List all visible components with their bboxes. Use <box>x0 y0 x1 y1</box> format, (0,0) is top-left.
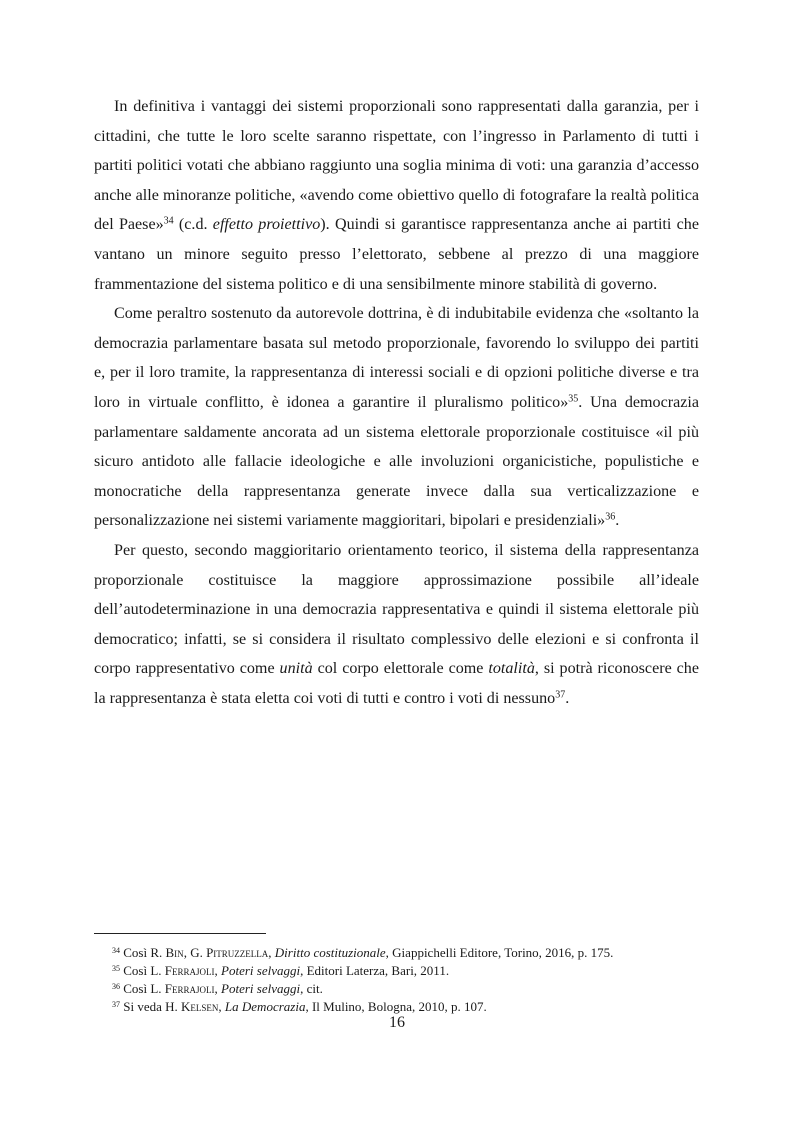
paragraph-2-text-b: . Una democrazia parlamentare saldamente ancorata ad un sistema elettorale proporzionale costituisce «il più sicuro antidoto alle fallacie ideologiche e alle involuzioni organicistiche, populistiche e monocratiche della rappresentanza generate invece dalla sua verticalizzazione e personalizzazione nei sistemi variamente maggioritari, bipolari e presidenziali» <box>94 393 700 530</box>
page-number: 16 <box>389 1014 405 1031</box>
footnote-title: Poteri selvaggi <box>221 981 301 996</box>
body-text <box>94 92 699 713</box>
footnote-title: Poteri selvaggi <box>221 963 301 978</box>
footnote-text: , <box>214 963 222 978</box>
footnote-text: Così R. <box>120 945 166 960</box>
paragraph-2-text-c: . <box>615 512 620 530</box>
footnote-number: 34 <box>112 946 120 955</box>
footnote-text: , Il Mulino, Bologna, 2010, p. 107. <box>305 999 487 1014</box>
footnote-text: Si veda H. <box>120 999 182 1014</box>
paragraph-3-text-b: col corpo elettorale come <box>312 660 489 678</box>
footnote-text: , cit. <box>300 981 323 996</box>
footnote-title: La Democrazia <box>224 999 306 1014</box>
footnote-text: , <box>218 999 225 1014</box>
footnote-text: , <box>268 945 275 960</box>
paragraph-1 <box>94 92 699 299</box>
paragraph-1-text-a: In definitiva i vantaggi dei sistemi proporzionali sono rappresentati dalla garanzia, per i cittadini, che tutte le loro scelte saranno rispettate, con l’ingresso in Parlamento di tutti i partiti politici votati che abbiano raggiunto una soglia minima di voti: una garanzia d’accesso anche alle minoranze politiche, «avendo come obiettivo quello di fotografare la realtà politica del Paese» <box>94 98 699 234</box>
footnote-34 <box>112 944 702 962</box>
paragraph-3-text-d: . <box>565 689 570 707</box>
footnote-separator <box>94 933 266 934</box>
paragraph-3-text-c: , si potrà riconoscere che la rappresentanza è stata eletta coi voti di tutti e contro i voti di nessuno <box>94 660 699 707</box>
footnote-author: Bin <box>165 945 184 960</box>
footnote-ref-36[interactable]: 36 <box>605 511 616 523</box>
footnote-author: Pitruzzella <box>206 945 269 960</box>
paragraph-1-emphasis: effetto proiettivo <box>212 216 321 234</box>
footnote-author: Ferrajoli <box>164 963 215 978</box>
paragraph-3-emphasis-totalita: totalità <box>488 660 535 678</box>
paragraph-1-text-b: (c.d. <box>173 216 213 234</box>
footnote-text: , Editori Laterza, Bari, 2011. <box>300 963 450 978</box>
paragraph-2 <box>94 299 699 536</box>
paragraph-3-text-a: Per questo, secondo maggioritario orientamento teorico, il sistema della rappresentanza proporzionale costituisce la maggiore approssimazione possibile all’ideale dell’autodeterminazione in una democrazia rappresentativa e quindi il sistema elettorale più democratico; infatti, se si considera il risultato complessivo delle elezioni e si confronta il corpo rappresentativo come <box>94 541 699 678</box>
footnote-number: 37 <box>112 1000 120 1009</box>
footnote-author: Ferrajoli <box>164 981 215 996</box>
footnote-ref-35[interactable]: 35 <box>568 393 579 405</box>
footnote-text: , Giappichelli Editore, Torino, 2016, p. 175. <box>385 945 614 960</box>
footnote-title: Diritto costituzionale <box>274 945 386 960</box>
footnote-number: 35 <box>112 964 120 973</box>
footnote-number: 36 <box>112 982 120 991</box>
footnote-text: , G. <box>183 945 207 960</box>
footnote-35 <box>112 962 702 980</box>
paragraph-3-emphasis-unita: unità <box>279 660 313 678</box>
footnote-text: Così L. <box>120 981 165 996</box>
footnote-text: , <box>214 981 222 996</box>
paragraph-2-text-a: Come peraltro sostenuto da autorevole dottrina, è di indubitabile evidenza che «soltanto la democrazia parlamentare basata sul metodo proporzionale, favorendo lo sviluppo dei partiti e, per il loro tramite, la rappresentanza di interessi sociali e di opzioni politiche diverse e tra loro in virtuale conflitto, è idonea a garantire il pluralismo politico» <box>94 305 699 411</box>
paragraph-1-text-c: ). Quindi si garantisce rappresentanza anche ai partiti che vantano un minore seguito presso l’elettorato, sebbene al prezzo di una maggiore frammentazione del sistema politico e di una sensibilmente minore stabilità di governo. <box>94 216 699 293</box>
footnote-36 <box>112 980 702 998</box>
footnote-ref-37[interactable]: 37 <box>555 689 566 701</box>
footnote-ref-34[interactable]: 34 <box>163 215 174 227</box>
footnote-author: Kelsen <box>181 999 219 1014</box>
footnote-text: Così L. <box>120 963 165 978</box>
paragraph-3 <box>94 536 699 714</box>
footnotes <box>112 944 702 1016</box>
